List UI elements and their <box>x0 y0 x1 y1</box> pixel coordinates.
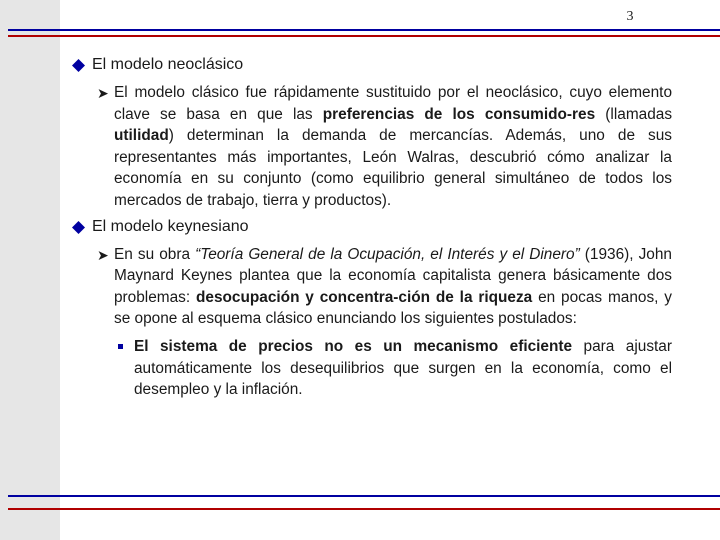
list-item-keynesiano <box>70 244 672 330</box>
header-rule-blue <box>8 29 720 31</box>
section-heading-text: El modelo keynesiano <box>92 217 249 235</box>
page-number: 3 <box>626 9 634 24</box>
left-sidebar-band <box>0 0 60 540</box>
arrow-bullet-icon: ➤ <box>97 246 109 263</box>
paragraph-text: para ajustar automáticamente los desequilibrios que surgen en la economía, como el desempleo y la inflación. <box>134 337 672 399</box>
section-heading-text: El modelo neoclásico <box>92 56 244 73</box>
diamond-bullet-icon <box>72 221 85 234</box>
paragraph-text: El modelo clásico fue rápidamente sustituido por el neoclásico, cuyo elemento clave se basa en que las <box>114 84 672 123</box>
footer-rule-red <box>8 508 720 510</box>
diamond-bullet-icon <box>72 59 85 72</box>
list-item-neoclasico <box>70 82 672 212</box>
emphasis-text: preferencias de los consumido-res <box>322 105 596 123</box>
sub-list-item-precios <box>70 336 672 401</box>
arrow-bullet-icon: ➤ <box>97 85 109 101</box>
emphasis-text: El sistema de precios no es un mecanismo eficiente <box>134 337 573 355</box>
paragraph-text: En su obra <box>114 245 196 263</box>
footer-rule-blue <box>8 495 720 497</box>
emphasis-text: utilidad <box>114 127 169 145</box>
book-title-text: “Teoría General de la Ocupación, el Interés y el Dinero” <box>195 245 580 263</box>
paragraph-text: en pocas manos, y se opone al esquema clásico enunciando los siguientes postulados: <box>114 288 672 328</box>
square-bullet-icon <box>118 344 123 349</box>
paragraph-text: (llamadas <box>595 105 673 123</box>
slide-content <box>70 56 672 401</box>
header-rule-red <box>8 35 720 37</box>
section-heading-keynesiano <box>70 218 672 236</box>
emphasis-text: desocupación y concentra-ción de la riqueza <box>195 288 533 306</box>
paragraph-text: (1936), John Maynard Keynes plantea que la economía capitalista genera básicamente dos problemas: <box>114 245 672 306</box>
paragraph-text: ) determinan la demanda de mercancías. Además, uno de sus representantes más importantes, León Walras, descubrió cómo analizar la economía en su conjunto (como equilibrio general simultáneo de todos los mercados de trabajo, tierra y productos). <box>114 127 672 209</box>
section-heading-neoclasico <box>70 56 672 74</box>
